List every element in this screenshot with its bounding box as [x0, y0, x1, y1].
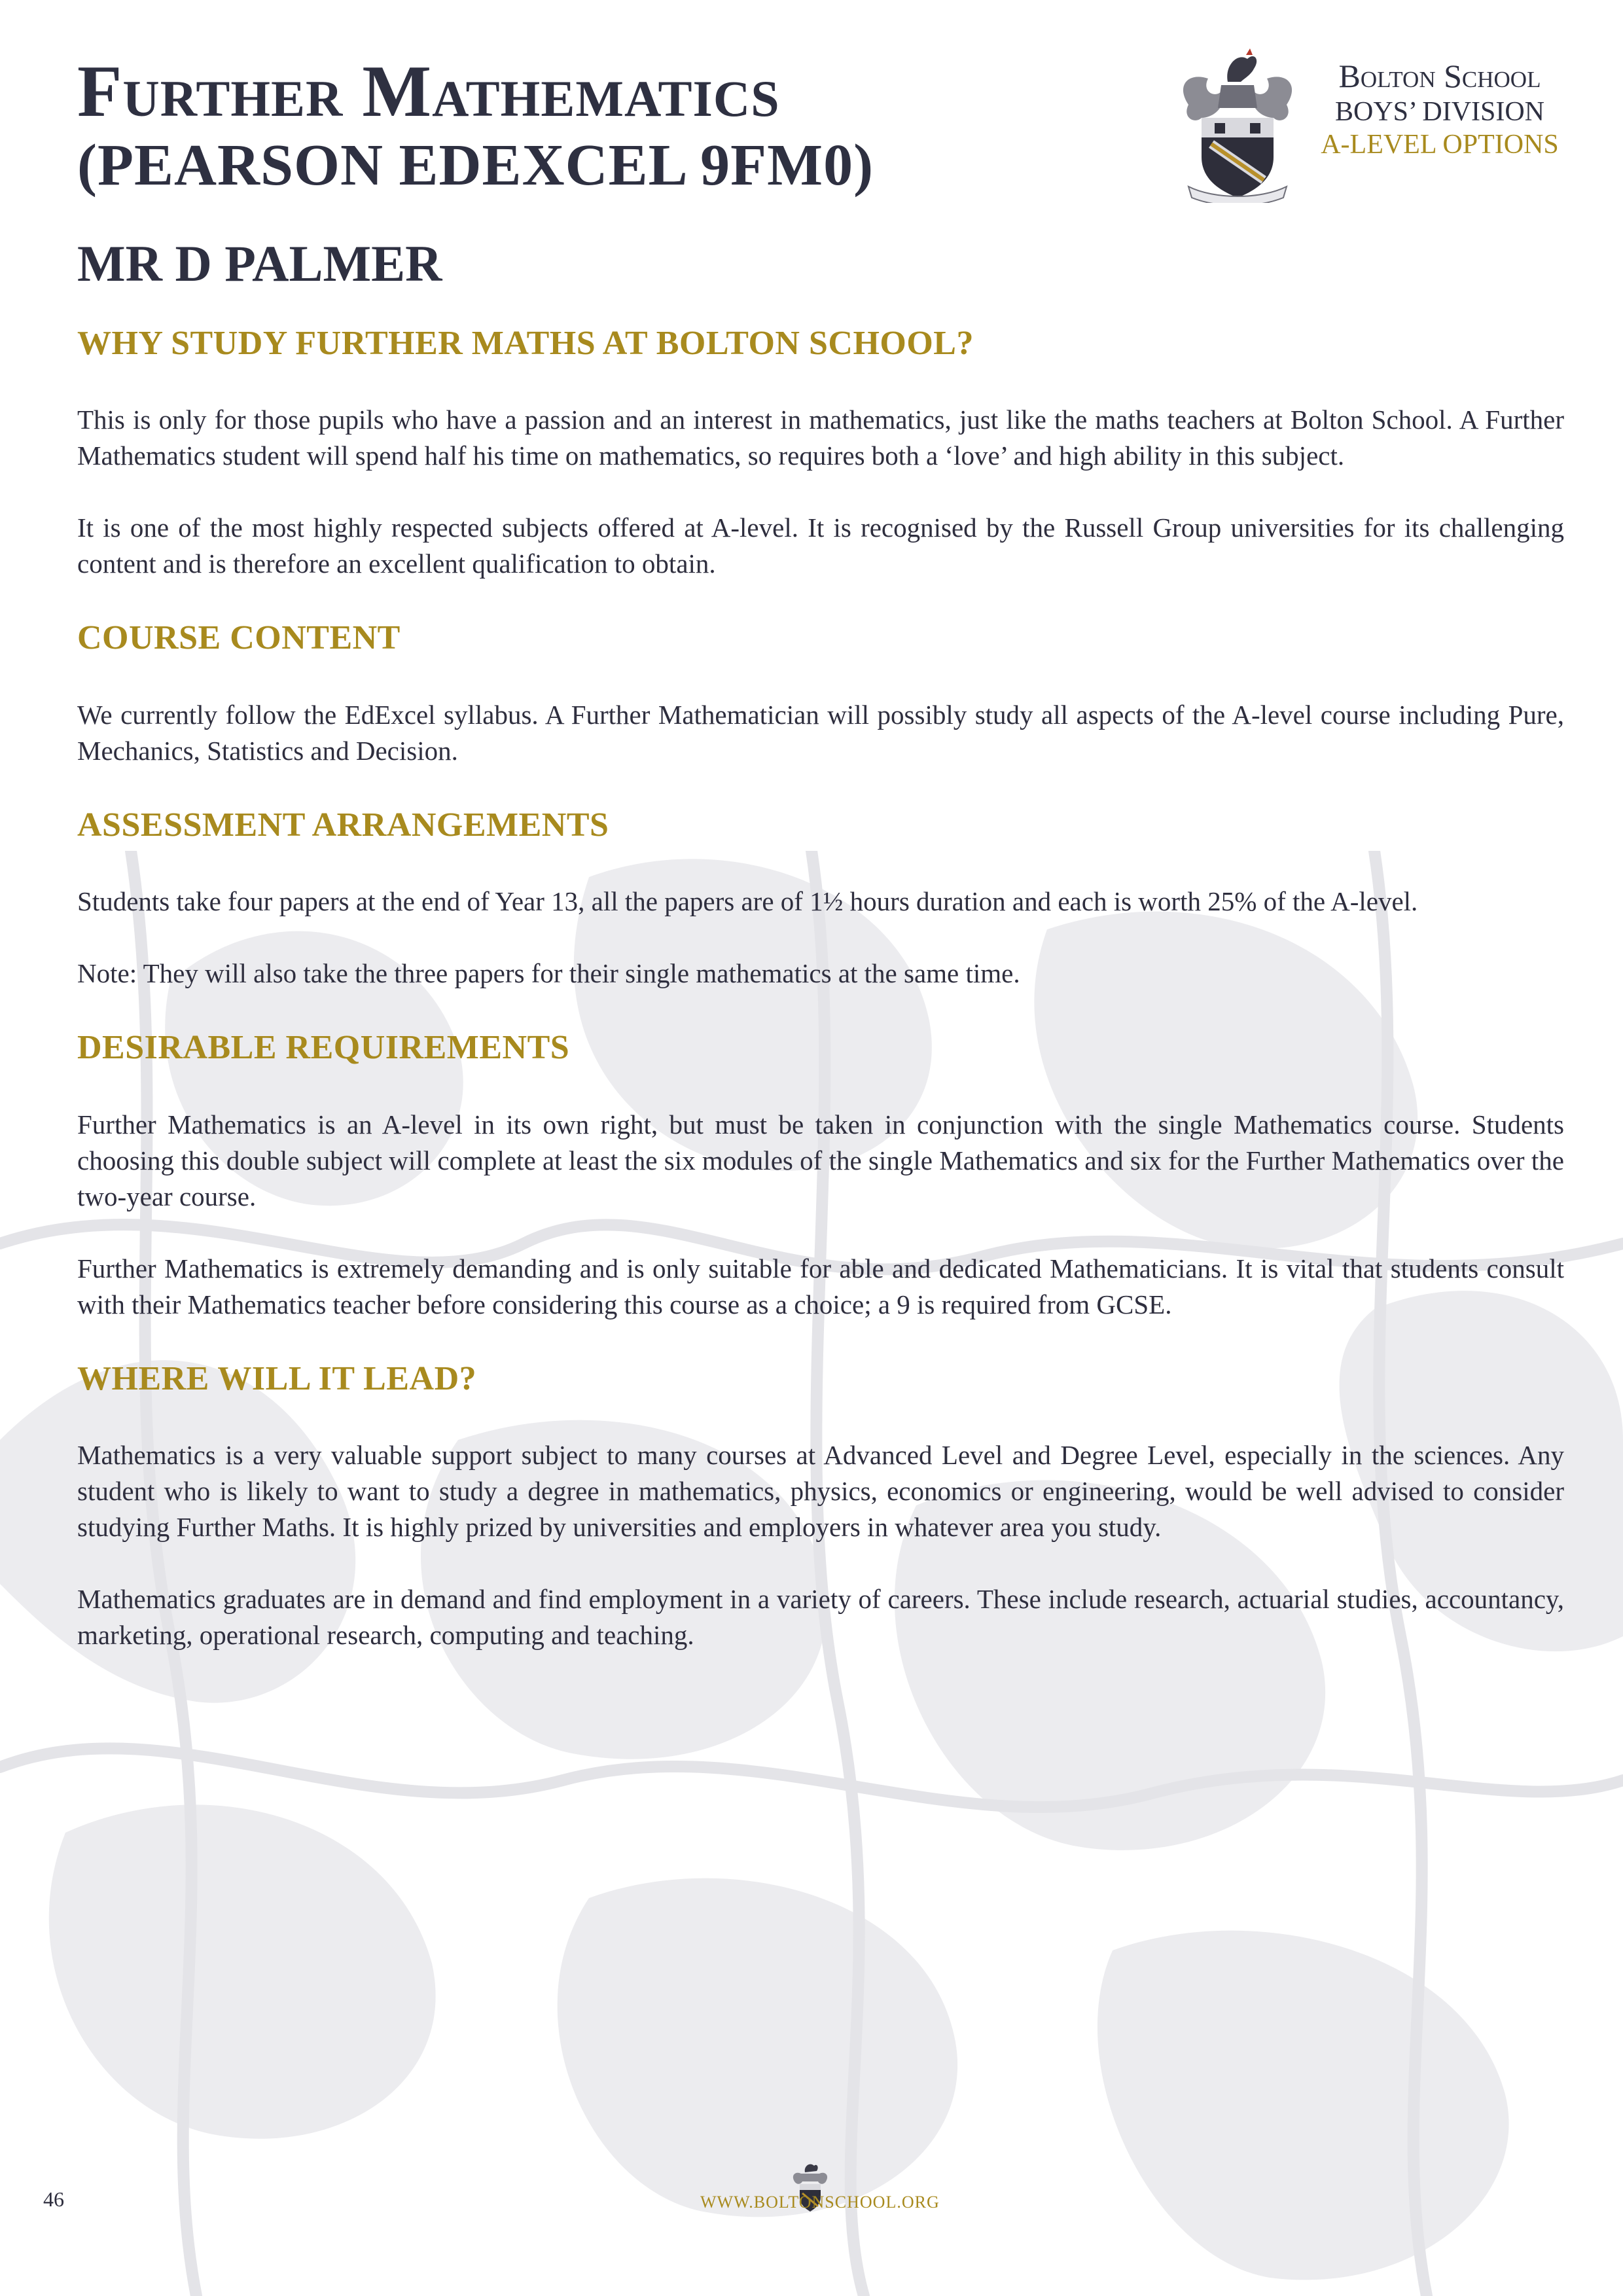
paragraph: Mathematics is a very valuable support subject to many courses at Advanced Level and Degree Level, especially in the sciences. Any student who is likely to want to study a degree in mathematics, physics, economics or engineering, would be well advised to consider studying Further Maths. It is highly prized by universities and employers in whatever area you study.	[77, 1439, 1564, 1542]
section-requirements	[77, 1028, 1564, 1322]
title-line-1: Further Mathematics	[77, 51, 780, 132]
footer-website-link[interactable]: WWW.BOLTONSCHOOL.ORG	[700, 2193, 940, 2212]
paragraph: It is one of the most highly respected subjects offered at A-level. It is recognised by the Russell Group universities for its challenging content and is therefore an excellent qualification to obtain.	[77, 512, 1564, 579]
paragraph: Students take four papers at the end of Year 13, all the papers are of 1½ hours duration and each is worth 25% of the A-level.	[77, 886, 1418, 917]
paragraph: Note: They will also take the three papers for their single mathematics at the same time.	[77, 958, 1020, 989]
page-title	[77, 51, 1098, 199]
section-heading: WHERE WILL IT LEAD?	[77, 1359, 477, 1397]
main-content	[77, 323, 1564, 1689]
section-heading: DESIRABLE REQUIREMENTS	[77, 1029, 570, 1067]
school-name: Bolton School	[1338, 58, 1541, 94]
paragraph: Further Mathematics is extremely demanding and is only suitable for able and dedicated Mathematicians. It is vital that students consult with their Mathematics teacher before considering this course as a choice; a 9 is required from GCSE.	[77, 1253, 1564, 1319]
section-heading: COURSE CONTENT	[77, 619, 401, 657]
school-division: BOYS’ DIVISION	[1334, 96, 1545, 127]
teacher-name: MR D PALMER	[77, 235, 442, 292]
paragraph: Further Mathematics is an A-level in its own right, but must be taken in conjunction with the single Mathematics course. Students choosing this double subject will complete at least the six modules of the single Mathematics and six for the Further Mathematics over the two-year course.	[77, 1109, 1564, 1211]
paragraph: Mathematics graduates are in demand and find employment in a variety of careers. These include research, actuarial studies, accountancy, marketing, operational research, computing and teaching.	[77, 1583, 1564, 1650]
paragraph: We currently follow the EdExcel syllabus. A Further Mathematician will possibly study all aspects of the A-level course including Pure, Mechanics, Statistics and Decision.	[77, 699, 1564, 766]
section-where-lead	[77, 1359, 1564, 1653]
school-crest-icon	[1175, 46, 1300, 203]
section-assessment	[77, 805, 1564, 992]
section-heading: ASSESSMENT ARRANGEMENTS	[77, 806, 609, 844]
title-line-2: (PEARSON EDEXCEL 9FM0)	[77, 133, 874, 198]
section-heading: WHY STUDY FURTHER MATHS AT BOLTON SCHOOL?	[77, 325, 974, 362]
paragraph: This is only for those pupils who have a passion and an interest in mathematics, just like the maths teachers at Bolton School. A Further Mathematics student will spend half his time on mathematics, so requires both a ‘love’ and high ability in this subject.	[77, 404, 1564, 471]
section-why-study	[77, 323, 1564, 582]
section-course-content	[77, 618, 1564, 768]
school-branding	[1302, 58, 1577, 161]
a-level-options-label: A-LEVEL OPTIONS	[1321, 129, 1559, 160]
page-number: 46	[43, 2187, 64, 2211]
